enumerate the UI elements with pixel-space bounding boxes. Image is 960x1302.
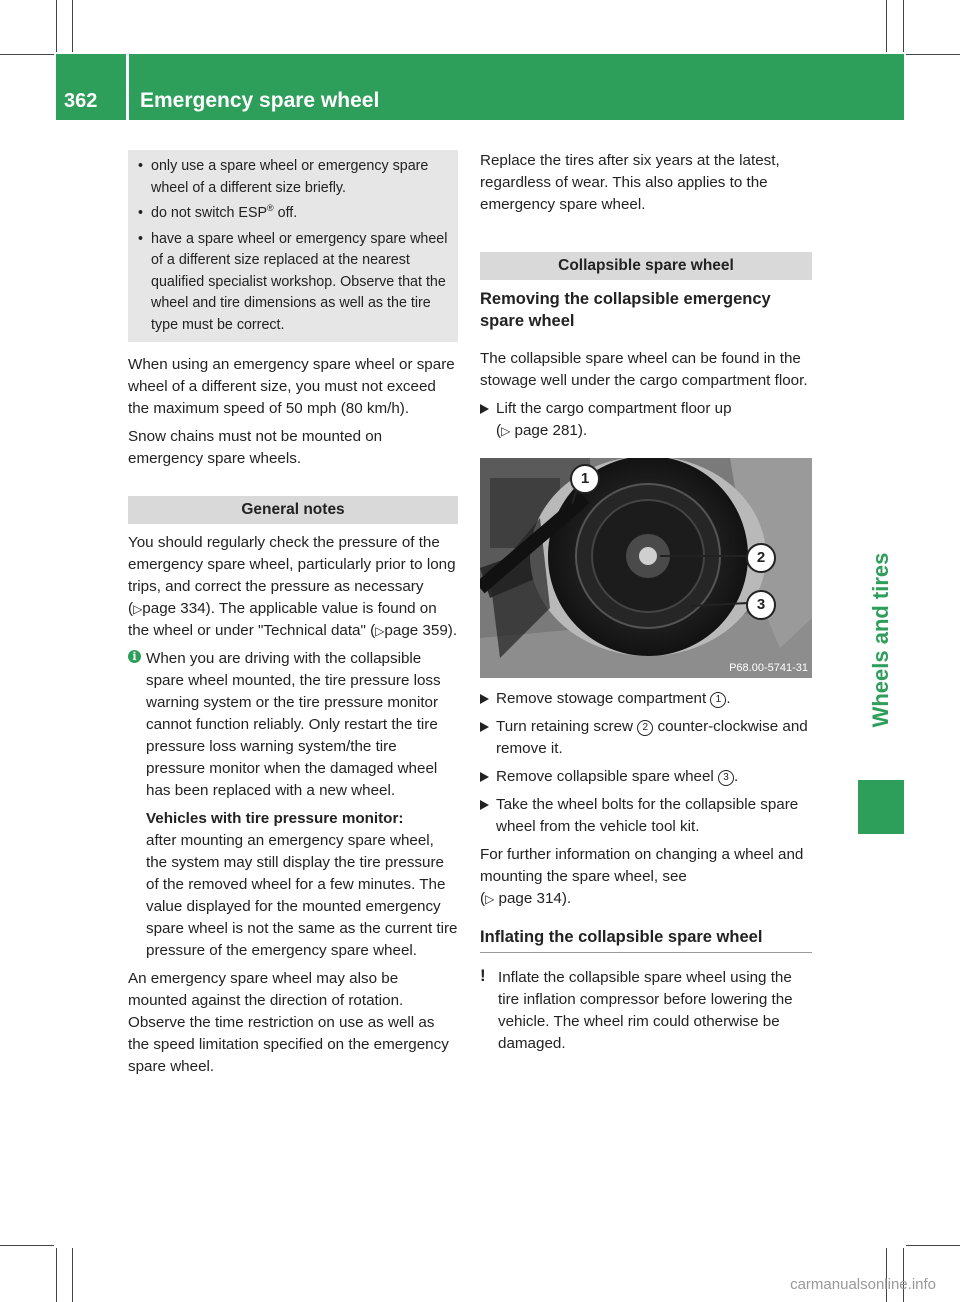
crop-mark xyxy=(56,1248,57,1302)
sub-heading: Removing the collapsible emergency spare wheel xyxy=(480,290,771,330)
bullet-text: do not switch ESP xyxy=(151,205,268,221)
note-text: after mounting an emergency spare wheel, the system may still display the tire pressure of the removed wheel for a few minutes. The value displayed for the mounted emergency spare wheel is not the same as the current tire pressure of the emergency spare wheel. xyxy=(146,832,458,959)
left-column xyxy=(128,150,458,1084)
callout-ref-3: 3 xyxy=(718,770,734,786)
step-text: counter-clockwise and remove it. xyxy=(496,718,808,757)
text: For further information on changing a wheel and mounting the spare wheel, see xyxy=(480,846,804,885)
side-tab-block xyxy=(858,780,904,834)
bullet-text: have a spare wheel or emergency spare wheel of a different size replaced at the nearest qualified specialist workshop. Observe that the wheel and tire dimensions as well as the tire type must be correct. xyxy=(151,230,448,333)
registered-mark: ® xyxy=(267,203,274,214)
right-column xyxy=(480,150,812,1055)
box-bullet xyxy=(136,203,452,225)
page-ref-icon: ▷ xyxy=(501,424,511,438)
paragraph: The collapsible spare wheel can be found in the stowage well under the cargo compartment floor. xyxy=(480,350,808,389)
paragraph: Snow chains must not be mounted on emergency spare wheels. xyxy=(128,428,383,467)
sub-heading: Inflating the collapsible spare wheel xyxy=(480,926,812,953)
box-bullet xyxy=(136,229,452,337)
crop-mark xyxy=(906,1245,960,1246)
bullet-text: only use a spare wheel or emergency spare wheel of a different size briefly. xyxy=(151,158,429,196)
crop-mark xyxy=(0,54,54,55)
side-section-text: Wheels and tires xyxy=(868,552,893,728)
page-ref-link[interactable]: page 314). xyxy=(498,890,572,907)
crop-mark xyxy=(72,1248,73,1302)
note-text: Inflate the collapsible spare wheel using the tire inflation compressor before lowering the vehicle. The wheel rim could otherwise be damaged. xyxy=(498,969,793,1052)
info-note xyxy=(128,648,458,962)
step-arrow-icon xyxy=(480,800,489,810)
step-text: Take the wheel bolts for the collapsible spare wheel from the vehicle tool kit. xyxy=(496,796,799,835)
note-bold-heading: Vehicles with tire pressure monitor: xyxy=(146,810,404,827)
bullet-text: off. xyxy=(273,205,298,221)
watermark: carmanualsonline.info xyxy=(790,1276,936,1293)
note-text: When you are driving with the collapsible spare wheel mounted, the tire pressure loss warning system or the tire pressure monitor cannot function reliably. Only restart the tire pressure loss warning system/the tire pressure monitor when the damaged wheel has been replaced with a new wheel. xyxy=(146,650,441,799)
callout-ref-1: 1 xyxy=(710,692,726,708)
crop-mark xyxy=(72,0,73,52)
crop-mark xyxy=(906,54,960,55)
text: You should regularly check the pressure of the emergency spare wheel, particularly prior to long trips, and correct the pressure as necessary ( xyxy=(128,534,456,617)
step-text: Remove stowage compartment xyxy=(496,690,711,707)
page-ref-link[interactable]: page 281). xyxy=(514,422,588,439)
figure-callout-3: 3 xyxy=(746,590,776,620)
crop-mark xyxy=(903,0,904,52)
step-arrow-icon xyxy=(480,694,489,704)
step-text: Remove collapsible spare wheel xyxy=(496,768,719,785)
page-ref-link[interactable]: page 359). xyxy=(384,622,458,639)
paragraph: Replace the tires after six years at the latest, regardless of wear. This also applies to the emergency spare wheel. xyxy=(480,152,780,213)
instruction-step xyxy=(480,716,812,760)
step-arrow-icon xyxy=(480,772,489,782)
figure-callout-1: 1 xyxy=(570,464,600,494)
instruction-step: Remove stowage compartment 1 . xyxy=(480,688,812,710)
step-text: Turn retaining screw xyxy=(496,718,638,735)
info-icon: i xyxy=(128,650,141,663)
callout-ref-2: 2 xyxy=(637,720,653,736)
page-number: 362 xyxy=(64,90,98,112)
section-heading: General notes xyxy=(128,496,458,524)
step-arrow-icon xyxy=(480,722,489,732)
page-ref-link[interactable]: page 334). The applicable value is found on the wheel or under "Technical data" ( xyxy=(128,600,437,639)
instruction-step: Lift the cargo compartment floor up (▷ page 281). xyxy=(480,398,812,442)
section-heading: Collapsible spare wheel xyxy=(480,252,812,280)
crop-mark xyxy=(56,0,57,52)
figure-code: P68.00-5741-31 xyxy=(729,662,808,674)
page-title: Emergency spare wheel xyxy=(140,89,380,112)
box-bullet xyxy=(136,156,452,199)
paragraph xyxy=(128,532,458,642)
page-ref-icon: ▷ xyxy=(485,892,495,906)
exclamation-icon: ! xyxy=(480,966,486,985)
paragraph: When using an emergency spare wheel or spare wheel of a different size, you must not exceed the maximum speed of 50 mph (80 km/h). xyxy=(128,356,455,417)
page-ref-icon: ▷ xyxy=(375,624,385,638)
crop-mark xyxy=(886,0,887,52)
figure-callout-2: 2 xyxy=(746,543,776,573)
instruction-step xyxy=(480,794,812,838)
crop-mark xyxy=(0,1245,54,1246)
paragraph: An emergency spare wheel may also be mounted against the direction of rotation. Observe the time restriction on use as well as the speed limitation specified on the emergency spare wheel. xyxy=(128,970,449,1075)
warning-box xyxy=(128,150,458,342)
spare-wheel-figure xyxy=(480,458,812,678)
page-ref-icon: ▷ xyxy=(133,602,143,616)
paragraph: For further information on changing a wheel and mounting the spare wheel, see (▷ page 314). xyxy=(480,846,804,907)
step-text: Lift the cargo compartment floor up xyxy=(496,400,732,417)
side-section-label xyxy=(858,520,904,760)
step-arrow-icon xyxy=(480,404,489,414)
instruction-step: Remove collapsible spare wheel 3 . xyxy=(480,766,812,788)
warning-note xyxy=(480,967,812,1055)
